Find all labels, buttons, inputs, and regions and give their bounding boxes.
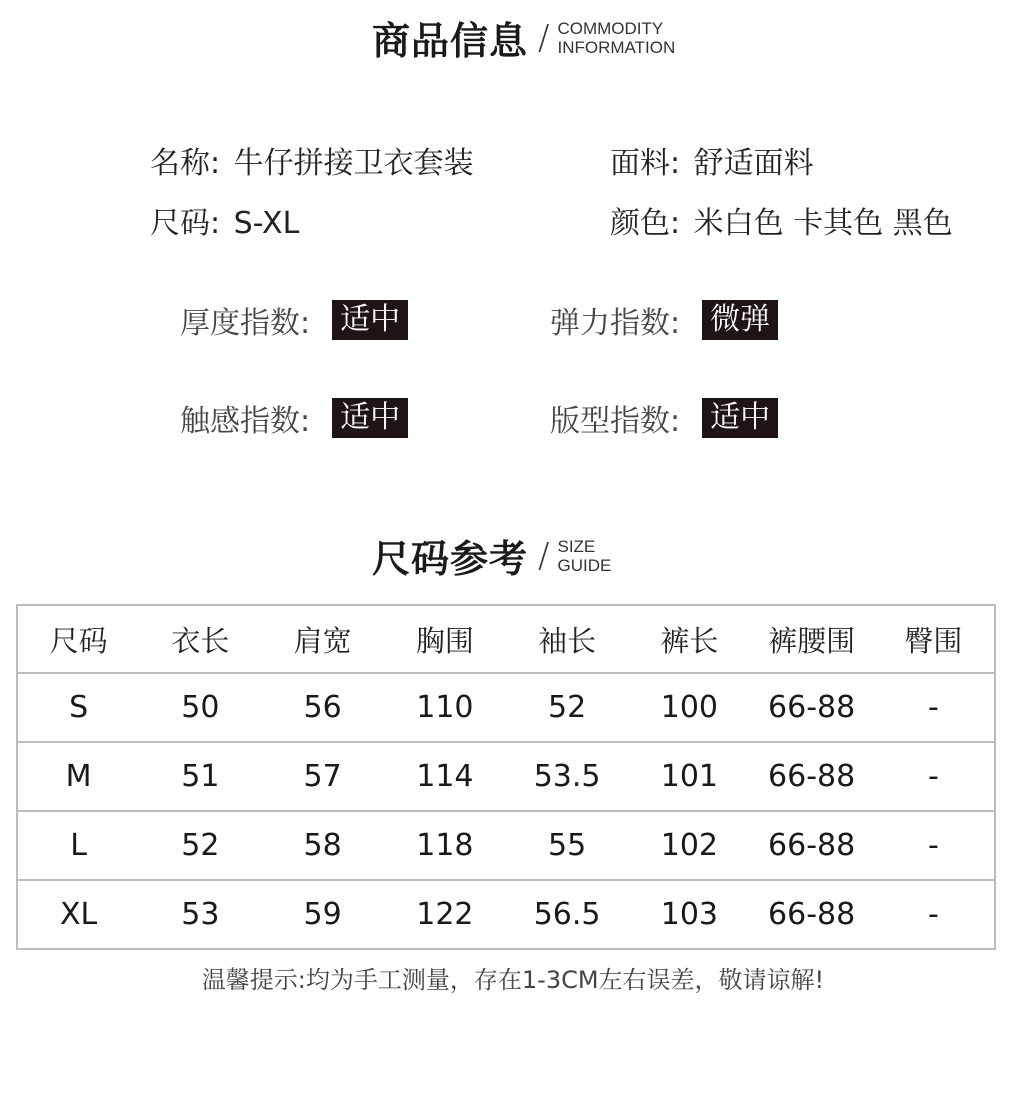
cell-length: 53: [139, 880, 261, 949]
cell-chest: 114: [384, 742, 506, 811]
cell-length: 51: [139, 742, 261, 811]
size-guide-title-slash: /: [538, 535, 550, 576]
info-fabric: [610, 138, 814, 182]
size-guide-title-en: [557, 537, 611, 575]
cell-sleeve: 53.5: [506, 742, 628, 811]
info-fabric-value: 舒适面料: [693, 146, 814, 181]
index-thickness-badge: 适中: [332, 300, 408, 340]
header-shoulder: 肩宽: [262, 605, 384, 673]
cell-hip: -: [873, 742, 995, 811]
header-length: 衣长: [139, 605, 261, 673]
index-elasticity: [550, 298, 778, 342]
info-fabric-label: 面料:: [610, 146, 681, 181]
info-size-value: S-XL: [233, 206, 300, 241]
header-size: 尺码: [17, 605, 139, 673]
cell-chest: 118: [384, 811, 506, 880]
index-elasticity-badge: 微弹: [702, 300, 778, 340]
header-sleeve: 袖长: [506, 605, 628, 673]
commodity-title-en: [557, 19, 675, 57]
table-row: [17, 742, 995, 811]
size-guide-title-en-line2: GUIDE: [557, 555, 612, 575]
cell-size: M: [17, 742, 139, 811]
index-touch-badge: 适中: [332, 398, 408, 438]
index-touch-label: 触感指数:: [180, 404, 311, 439]
index-thickness-label: 厚度指数:: [180, 306, 311, 341]
cell-waist: 66-88: [751, 742, 873, 811]
index-fit-label: 版型指数:: [550, 404, 681, 439]
cell-sleeve: 55: [506, 811, 628, 880]
cell-length: 52: [139, 811, 261, 880]
info-size: [150, 198, 299, 242]
index-touch: [180, 396, 408, 440]
cell-sleeve: 52: [506, 673, 628, 742]
cell-shoulder: 56: [262, 673, 384, 742]
cell-pants-length: 102: [628, 811, 750, 880]
index-fit-badge: 适中: [702, 398, 778, 438]
cell-pants-length: 103: [628, 880, 750, 949]
index-elasticity-label: 弹力指数:: [550, 306, 681, 341]
cell-size: S: [17, 673, 139, 742]
commodity-title-slash: /: [538, 17, 550, 58]
cell-waist: 66-88: [751, 811, 873, 880]
cell-length: 50: [139, 673, 261, 742]
size-guide-header: [372, 528, 611, 583]
info-name-value: 牛仔拼接卫衣套装: [233, 146, 474, 181]
cell-pants-length: 100: [628, 673, 750, 742]
info-name-label: 名称:: [150, 146, 221, 181]
cell-size: L: [17, 811, 139, 880]
cell-hip: -: [873, 880, 995, 949]
commodity-title-zh: 商品信息: [372, 19, 529, 63]
cell-hip: -: [873, 673, 995, 742]
cell-sleeve: 56.5: [506, 880, 628, 949]
info-color-label: 颜色:: [610, 206, 681, 241]
table-header-row: [17, 605, 995, 673]
cell-pants-length: 101: [628, 742, 750, 811]
cell-shoulder: 59: [262, 880, 384, 949]
commodity-title-en-line1: COMMODITY: [557, 18, 664, 38]
table-row: [17, 880, 995, 949]
table-row: [17, 811, 995, 880]
size-guide-title-en-line1: SIZE: [557, 536, 596, 556]
size-guide-title-zh: 尺码参考: [372, 537, 529, 581]
index-thickness: [180, 298, 408, 342]
cell-shoulder: 58: [262, 811, 384, 880]
cell-chest: 122: [384, 880, 506, 949]
cell-size: XL: [17, 880, 139, 949]
cell-chest: 110: [384, 673, 506, 742]
header-chest: 胸围: [384, 605, 506, 673]
info-color: [610, 198, 953, 242]
info-size-label: 尺码:: [150, 206, 221, 241]
commodity-title-en-line2: INFORMATION: [557, 37, 676, 57]
table-row: [17, 673, 995, 742]
header-hip: 臀围: [873, 605, 995, 673]
header-waist: 裤腰围: [751, 605, 873, 673]
cell-waist: 66-88: [751, 880, 873, 949]
cell-waist: 66-88: [751, 673, 873, 742]
index-fit: [550, 396, 778, 440]
measurement-footnote: 温馨提示:均为手工测量，存在1-3CM左右误差，敬请谅解!: [201, 966, 825, 994]
info-name: [150, 138, 474, 182]
header-pants-length: 裤长: [628, 605, 750, 673]
size-table: [16, 604, 996, 950]
info-color-value: 米白色 卡其色 黑色: [693, 206, 953, 241]
commodity-info-header: [372, 10, 675, 65]
cell-shoulder: 57: [262, 742, 384, 811]
cell-hip: -: [873, 811, 995, 880]
